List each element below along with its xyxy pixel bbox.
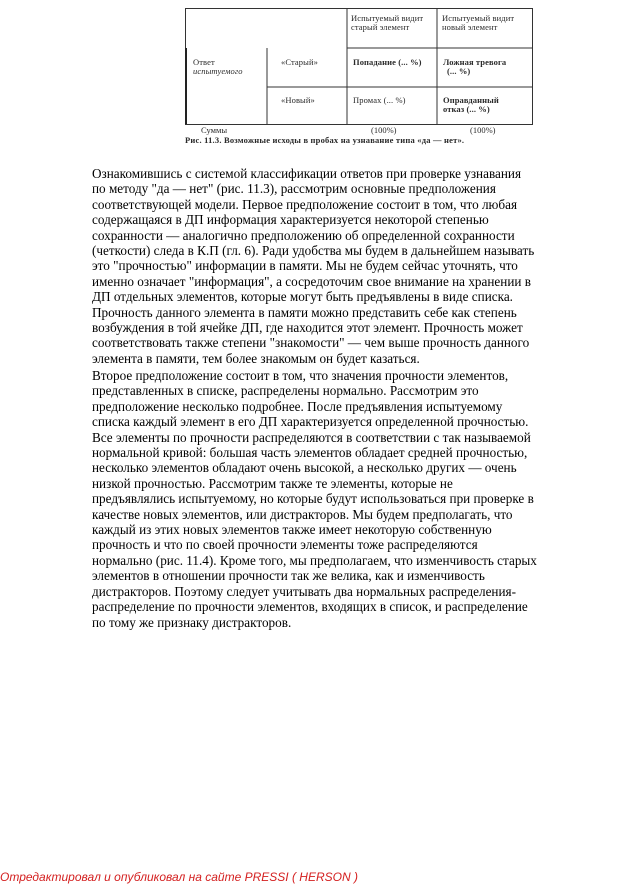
cell-correct-rejection-line2: отказ (... %) xyxy=(443,104,490,114)
sums-label: Суммы xyxy=(201,125,228,135)
row-new-label: «Новый» xyxy=(281,95,315,105)
footer-credit: Отредактировал и опубликовал на сайте PRESSI ( HERSON ) xyxy=(0,870,358,884)
row-label-line2: испытуемого xyxy=(193,66,243,76)
cell-miss: Промах (... %) xyxy=(353,95,406,105)
cell-false-alarm-line2: (... %) xyxy=(447,66,471,76)
cell-correct-rejection-line1: Оправданный xyxy=(443,95,499,105)
col-header-new: Испытуемый видит новый элемент xyxy=(442,13,515,32)
row-label-line1: Ответ xyxy=(193,57,215,67)
paragraph-1: Ознакомившись с системой классификации ответов при проверке узнавания по методу "да — нет" (рис. 11.3), рассмотрим основные предположения соответствующей модели. Первое предположение состоит в том, что любая содержащаяся в ДП информация характеризуется некоторой степенью сохранности — аналогично предположению об определенной сохранности (четкости) следа в К.П (гл. 6). Ради удобства мы будем в дальнейшем называть это "прочностью" информации в памяти. Мы не будем сейчас уточнять, что именно означает "информация", а сосредоточим свое внимание на хранении в ДП отдельных элементов, которые могут быть предъявлены в виде списка. Прочность данного элемента в памяти можно представить себе как степень возбуждения в той ячейке ДП, где находится этот элемент. Прочность может соответствовать также степени "знакомости" — чем выше прочность данного элемента в памяти, тем более знакомым он будет казаться. xyxy=(92,166,535,366)
sum-new: (100%) xyxy=(470,125,496,135)
figure-caption: Рис. 11.3. Возможные исходы в пробах на узнавание типа «да — нет». xyxy=(185,135,465,145)
cell-false-alarm-line1: Ложная тревога xyxy=(443,57,507,67)
paragraph-2: Второе предположение состоит в том, что значения прочности элементов, представленных в списке, распределены нормально. Рассмотрим это предположение несколько подробнее. После предъявления испытуемому списка каждый элемент в его ДП характеризуется определенной прочностью. Все элементы по прочности распределяются в соответствии с так называемой нормальной кривой: большая часть элементов обладает средней прочностью, несколько элементов обладают очень высокой, а несколько других — очень низкой прочностью. Рассмотрим также те элементы, которые не предъявлялись испытуемому, но которые будут использоваться при проверке в качестве новых элементов, или дистракторов. Мы будем предполагать, что каждый из этих новых элементов также имеет некоторую собственную прочность и что по своей прочности элементы тоже распределяются нормально (рис. 11.4). Кроме того, мы предполагаем, что изменчивость старых элементов в отношении прочности так же велика, как и изменчивость дистракторов. Поэтому следует учитывать два нормальных распределения-распределение по прочности элементов, входящих в список, и распределение по тому же признаку дистракторов. xyxy=(92,368,537,630)
col-header-old: Испытуемый видит старый элемент xyxy=(351,13,424,32)
figure-11-3 xyxy=(185,8,533,143)
row-old-label: «Старый» xyxy=(281,57,318,67)
cell-hit: Попадание (... %) xyxy=(353,57,422,67)
outcome-table xyxy=(185,8,533,125)
sum-old: (100%) xyxy=(371,125,397,135)
